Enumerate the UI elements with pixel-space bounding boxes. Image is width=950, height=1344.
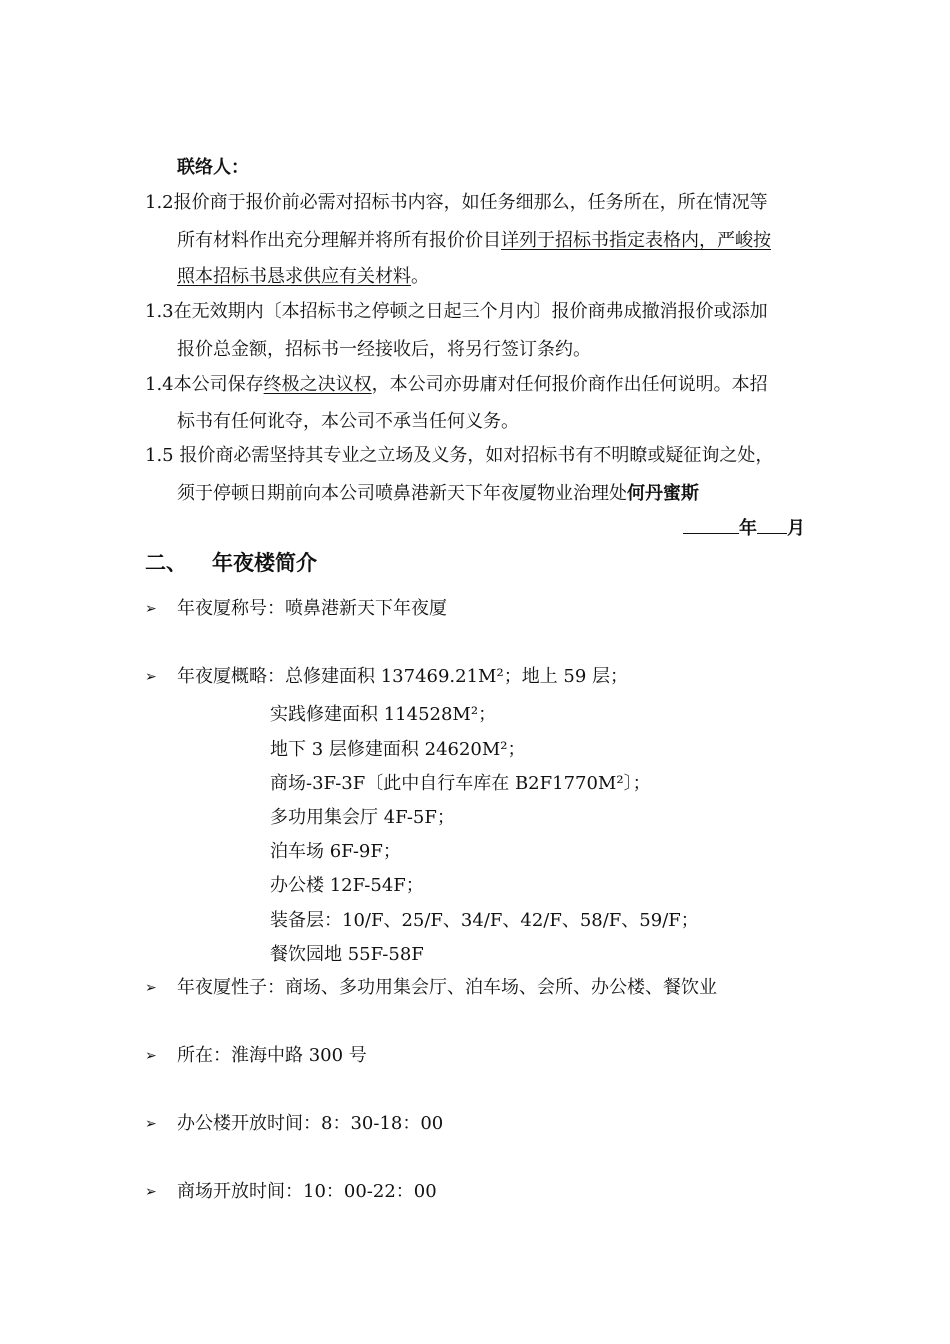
clause-number: 1.2 [145,192,174,213]
clause-1-2-line-1 [145,190,768,216]
clause-underlined-text: 详列于招标书指定表格内，严峻按 [501,230,771,251]
clause-number: 1.4 [145,374,174,395]
clause-text: 报价商于报价前必需对招标书内容，如任务细那么，任务所在，所在情况等 [173,192,768,213]
overview-sub-item: 泊车场 6F-9F； [270,841,401,862]
arrow-bullet-icon: ➢ [145,1116,157,1132]
item-mall-hours: 商场开放时间：10：00-22：00 [177,1181,437,1202]
arrow-bullet-icon: ➢ [145,980,157,996]
overview-sub-item: 多功用集会厅 4F-5F； [270,807,455,828]
clause-text: 本公司保存 [173,374,264,395]
item-location: 所在：淮海中路 300 号 [177,1045,367,1066]
clause-text: 。 [411,266,429,287]
year-blank [683,515,739,534]
arrow-bullet-icon: ➢ [145,669,157,685]
year-label: 年 [739,518,757,539]
clause-text: 在无效期内〔本招标书之停顿之日起三个月内〕报价商弗成撤消报价或添加 [173,301,768,322]
clause-1-2-line-3 [177,264,429,290]
overview-sub-item: 装备层：10/F、25/F、34/F、42/F、58/F、59/F； [270,910,699,931]
clause-1-4-line-2: 标书有任何讹夺，本公司不承当任何义务。 [177,411,519,432]
clause-underlined-text: 终极之决议权 [263,374,372,395]
clause-text: 所有材料作出充分理解并将所有报价价目 [177,230,501,251]
clause-number: 1.3 [145,301,174,322]
contact-label: 联络人： [177,157,249,178]
clause-number: 1.5 [145,445,174,466]
arrow-bullet-icon: ➢ [145,601,157,617]
item-nature: 年夜厦性子：商场、多功用集会厅、泊车场、会所、办公楼、餐饮业 [177,977,717,998]
clause-1-2-line-2 [177,228,771,254]
clause-text: 须于停顿日期前向本公司喷鼻港新天下年夜厦物业治理处 [177,483,627,504]
arrow-bullet-icon: ➢ [145,1048,157,1064]
clause-text: 报价商必需坚持其专业之立场及义务，如对招标书有不明瞭或疑征询之处， [173,445,774,466]
item-overview: 年夜厦概略：总修建面积 137469.21M²；地上 59 层； [177,666,629,687]
item-building-name: 年夜厦称号：喷鼻港新天下年夜厦 [177,598,447,619]
month-blank [757,515,787,534]
date-line [683,515,805,542]
overview-sub-item: 实践修建面积 114528M²； [270,704,497,725]
clause-text: ，本公司亦毋庸对任何报价商作出任何说明。本招 [371,374,768,395]
clause-underlined-text: 照本招标书恳求供应有关材料 [177,266,411,287]
overview-sub-item: 地下 3 层修建面积 24620M²； [270,739,526,760]
overview-sub-item: 餐饮园地 55F-58F [270,944,424,965]
clause-1-5-line-1 [145,443,773,469]
item-office-hours: 办公楼开放时间：8：30-18：00 [177,1113,444,1134]
contact-person-name: 何丹蜜斯 [627,483,699,504]
overview-sub-item: 商场-3F-3F〔此中自行车库在 B2F1770M²〕； [270,773,651,794]
clause-1-3-line-1 [145,299,768,325]
arrow-bullet-icon: ➢ [145,1184,157,1200]
section-number: 二、 [145,550,187,575]
clause-1-5-line-2 [177,481,699,507]
overview-sub-item: 办公楼 12F-54F； [270,875,424,896]
month-label: 月 [787,518,805,539]
clause-1-4-line-1 [145,372,768,398]
section-title: 年夜楼简介 [212,550,317,575]
clause-1-3-line-2: 报价总金额，招标书一经接收后，将另行签订条约。 [177,339,591,360]
